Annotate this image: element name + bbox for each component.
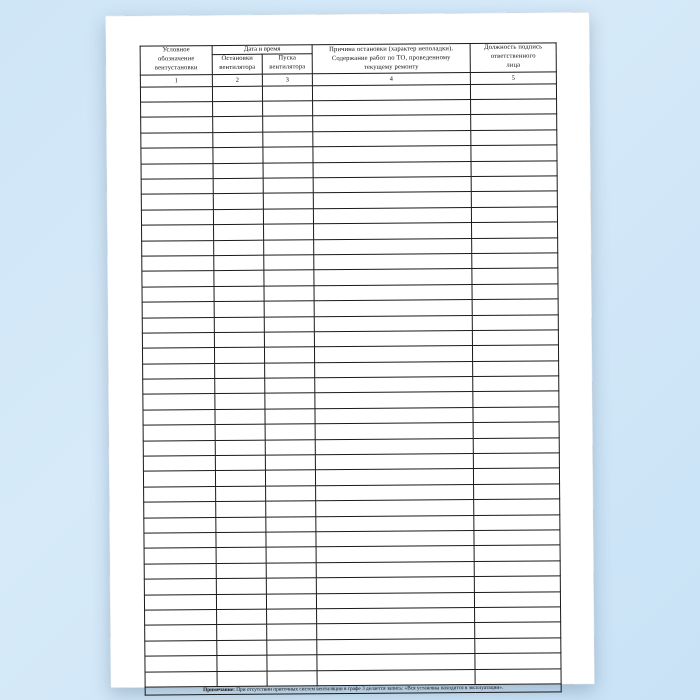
table-cell[interactable] — [475, 668, 561, 684]
sheet-content — [140, 42, 561, 694]
table-cell[interactable] — [471, 191, 557, 207]
table-cell[interactable] — [263, 193, 313, 209]
table-cell[interactable] — [263, 101, 313, 117]
table-cell[interactable] — [264, 239, 314, 255]
table-cell[interactable] — [471, 160, 557, 176]
header-cell-reason — [312, 44, 470, 74]
table-cell[interactable] — [142, 302, 214, 318]
table-cell[interactable] — [316, 531, 474, 548]
table-cell[interactable] — [315, 392, 473, 409]
table-cell[interactable] — [215, 363, 265, 379]
table-cell[interactable] — [317, 638, 475, 655]
table-cell[interactable] — [264, 224, 314, 240]
table-cell[interactable] — [214, 301, 264, 317]
table-cell[interactable] — [141, 209, 213, 225]
table-cell[interactable] — [473, 407, 559, 423]
table-cell[interactable] — [216, 501, 266, 517]
table-cell[interactable] — [145, 671, 217, 687]
table-cell[interactable] — [266, 516, 316, 532]
table-cell[interactable] — [215, 378, 265, 394]
table-cell[interactable] — [213, 117, 263, 133]
header-line: Пуска — [278, 54, 297, 62]
header-line: вентилятора — [219, 63, 256, 72]
table-cell[interactable] — [143, 379, 215, 395]
header-line: обозначение — [157, 55, 195, 63]
table-cell[interactable] — [263, 132, 313, 148]
table-cell[interactable] — [473, 468, 559, 484]
column-number: 1 — [140, 74, 212, 87]
table-cell[interactable] — [142, 271, 214, 287]
table-cell[interactable] — [266, 501, 316, 517]
table-cell[interactable] — [474, 499, 560, 515]
header-cell-designation — [140, 46, 212, 75]
table-cell[interactable] — [471, 145, 557, 161]
table-cell[interactable] — [473, 361, 559, 377]
table-cell[interactable] — [213, 163, 263, 179]
header-cell-stop — [212, 54, 262, 75]
header-line: лица — [506, 61, 521, 70]
table-cell[interactable] — [316, 592, 474, 609]
table-cell[interactable] — [212, 86, 262, 102]
table-cell[interactable] — [266, 547, 316, 563]
table-cell[interactable] — [263, 162, 313, 178]
table-cell[interactable] — [474, 484, 560, 500]
table-cell[interactable] — [313, 100, 471, 117]
table-cell[interactable] — [471, 99, 557, 115]
table-cell[interactable] — [314, 238, 472, 255]
table-cell[interactable] — [314, 300, 472, 317]
table-cell[interactable] — [264, 255, 314, 271]
table-cell[interactable] — [144, 594, 216, 610]
footnote-label: Примечание: — [203, 686, 235, 694]
table-cell[interactable] — [214, 347, 264, 363]
table-cell[interactable] — [472, 284, 558, 300]
table-cell[interactable] — [473, 391, 559, 407]
table-cell[interactable] — [266, 486, 316, 502]
table-cell[interactable] — [216, 578, 266, 594]
table-cell[interactable] — [143, 363, 215, 379]
table-cell[interactable] — [316, 500, 474, 517]
header-line: Условное — [162, 46, 190, 54]
table-cell[interactable] — [264, 301, 314, 317]
table-cell[interactable] — [263, 209, 313, 225]
table-cell[interactable] — [143, 394, 215, 410]
table-cell[interactable] — [263, 178, 313, 194]
table-cell[interactable] — [213, 132, 263, 148]
table-cell[interactable] — [314, 223, 472, 240]
table-cell[interactable] — [145, 625, 217, 641]
table-cell[interactable] — [144, 486, 216, 502]
table-cell[interactable] — [142, 348, 214, 364]
table-cell[interactable] — [267, 655, 317, 671]
table-cell[interactable] — [265, 455, 315, 471]
table-cell[interactable] — [313, 207, 471, 224]
table-cell[interactable] — [470, 84, 556, 100]
table-cell[interactable] — [266, 578, 316, 594]
table-header-row-1 — [140, 43, 556, 55]
table-cell[interactable] — [143, 425, 215, 441]
table-cell[interactable] — [313, 177, 471, 194]
table-cell[interactable] — [317, 654, 475, 671]
table-cell[interactable] — [265, 378, 315, 394]
table-cell[interactable] — [265, 393, 315, 409]
table-cell[interactable] — [475, 607, 561, 623]
header-line: Должность подпись — [483, 43, 543, 52]
table-cell[interactable] — [144, 548, 216, 564]
table-cell[interactable] — [213, 194, 263, 210]
table-cell[interactable] — [217, 655, 267, 671]
table-cell[interactable] — [141, 132, 213, 148]
table-cell[interactable] — [215, 424, 265, 440]
table-cell[interactable] — [313, 130, 471, 147]
table-cell[interactable] — [313, 115, 471, 132]
table-cell[interactable] — [314, 330, 472, 347]
table-cell[interactable] — [217, 640, 267, 656]
table-cell[interactable] — [316, 577, 474, 594]
table-cell[interactable] — [143, 456, 215, 472]
table-cell[interactable] — [315, 361, 473, 378]
table-cell[interactable] — [142, 256, 214, 272]
table-cell[interactable] — [316, 484, 474, 501]
table-cell[interactable] — [317, 669, 475, 686]
journal-table — [140, 42, 562, 695]
table-cell[interactable] — [264, 270, 314, 286]
table-cell[interactable] — [142, 240, 214, 256]
table-cell[interactable] — [265, 424, 315, 440]
table-cell[interactable] — [214, 224, 264, 240]
table-cell[interactable] — [314, 284, 472, 301]
table-cell[interactable] — [216, 532, 266, 548]
table-cell[interactable] — [473, 422, 559, 438]
table-cell[interactable] — [216, 563, 266, 579]
table-cell[interactable] — [144, 533, 216, 549]
table-cell[interactable] — [313, 161, 471, 178]
table-cell[interactable] — [217, 624, 267, 640]
table-cell[interactable] — [314, 269, 472, 286]
table-cell[interactable] — [315, 423, 473, 440]
table-cell[interactable] — [144, 563, 216, 579]
table-cell[interactable] — [265, 362, 315, 378]
header-line: вентилятора — [269, 63, 306, 71]
table-cell[interactable] — [471, 176, 557, 192]
table-cell[interactable] — [474, 545, 560, 561]
table-cell[interactable] — [215, 440, 265, 456]
footnote-text: При отсутствии приточных систем вентиляции в графе 3 делается запись: «Вся установка находится в эксплуатации». — [234, 684, 504, 693]
table-cell[interactable] — [475, 653, 561, 669]
header-line: текущему ремонту — [363, 63, 419, 72]
table-cell[interactable] — [262, 85, 312, 101]
table-cell[interactable] — [266, 593, 316, 609]
table-cell[interactable] — [141, 102, 213, 118]
table-cell[interactable] — [217, 609, 267, 625]
table-cell[interactable] — [266, 563, 316, 579]
table-cell[interactable] — [265, 439, 315, 455]
column-number: 5 — [470, 72, 556, 85]
paper-sheet — [105, 12, 594, 694]
table-cell[interactable] — [265, 409, 315, 425]
table-cell[interactable] — [314, 346, 472, 363]
table-cell[interactable] — [472, 222, 558, 238]
header-cell-start — [262, 53, 312, 74]
table-cell[interactable] — [214, 332, 264, 348]
table-cell[interactable] — [215, 394, 265, 410]
table-cell[interactable] — [214, 240, 264, 256]
table-cell[interactable] — [213, 147, 263, 163]
column-number: 4 — [312, 72, 470, 85]
table-cell[interactable] — [214, 286, 264, 302]
table-cell[interactable] — [216, 594, 266, 610]
table-cell[interactable] — [315, 454, 473, 471]
table-cell[interactable] — [315, 377, 473, 394]
table-cell[interactable] — [471, 114, 557, 130]
table-cell[interactable] — [216, 548, 266, 564]
column-number: 2 — [212, 74, 262, 86]
table-cell[interactable] — [143, 409, 215, 425]
header-line: Остановки — [221, 54, 253, 63]
table-cell[interactable] — [267, 670, 317, 686]
table-cell[interactable] — [317, 623, 475, 640]
header-line: ответственного — [490, 52, 536, 61]
table-cell[interactable] — [317, 607, 475, 624]
table-cell[interactable] — [475, 622, 561, 638]
table-cell[interactable] — [141, 148, 213, 164]
table-cell[interactable] — [474, 561, 560, 577]
table-cell[interactable] — [474, 530, 560, 546]
table-cell[interactable] — [472, 268, 558, 284]
table-cell[interactable] — [215, 409, 265, 425]
table-cell[interactable] — [472, 253, 558, 269]
table-cell[interactable] — [215, 471, 265, 487]
table-cell[interactable] — [216, 517, 266, 533]
table-cell[interactable] — [471, 130, 557, 146]
table-cell[interactable] — [144, 517, 216, 533]
table-cell[interactable] — [473, 453, 559, 469]
table-cell[interactable] — [264, 316, 314, 332]
table-cell[interactable] — [472, 314, 558, 330]
table-cell[interactable] — [214, 271, 264, 287]
header-line: Причина остановки (характер неполадки). — [329, 45, 454, 54]
table-cell[interactable] — [471, 207, 557, 223]
table-cell[interactable] — [144, 502, 216, 518]
table-cell[interactable] — [142, 286, 214, 302]
table-cell[interactable] — [143, 440, 215, 456]
table-cell[interactable] — [267, 609, 317, 625]
table-cell[interactable] — [474, 514, 560, 530]
table-cell[interactable] — [214, 255, 264, 271]
table-cell[interactable] — [145, 609, 217, 625]
table-cell[interactable] — [316, 515, 474, 532]
table-cell[interactable] — [142, 317, 214, 333]
table-cell[interactable] — [264, 286, 314, 302]
table-cell[interactable] — [315, 438, 473, 455]
table-cell[interactable] — [264, 332, 314, 348]
table-cell[interactable] — [313, 146, 471, 163]
table-cell[interactable] — [473, 376, 559, 392]
header-cell-responsible — [470, 43, 556, 72]
table-cell[interactable] — [214, 317, 264, 333]
table-cell[interactable] — [472, 299, 558, 315]
header-line: Содержание работ по ТО, проведенному — [331, 54, 451, 63]
column-number: 3 — [262, 73, 312, 85]
table-cell[interactable] — [217, 671, 267, 687]
table-cell[interactable] — [216, 486, 266, 502]
header-line: вентустановки — [154, 64, 198, 72]
table-cell[interactable] — [264, 347, 314, 363]
table-cell[interactable] — [315, 407, 473, 424]
table-cell[interactable] — [213, 178, 263, 194]
table-cell[interactable] — [473, 438, 559, 454]
table-cell[interactable] — [266, 532, 316, 548]
table-cell[interactable] — [267, 624, 317, 640]
table-cell[interactable] — [215, 455, 265, 471]
table-cell[interactable] — [213, 101, 263, 117]
table-cell[interactable] — [313, 192, 471, 209]
table-cell[interactable] — [141, 179, 213, 195]
header-cell-date-time: Дата и время — [212, 45, 312, 54]
table-cell[interactable] — [475, 638, 561, 654]
table-cell[interactable] — [142, 332, 214, 348]
table-cell[interactable] — [267, 639, 317, 655]
table-cell[interactable] — [472, 330, 558, 346]
table-cell[interactable] — [141, 194, 213, 210]
table-cell[interactable] — [144, 579, 216, 595]
table-cell[interactable] — [472, 237, 558, 253]
table-cell[interactable] — [140, 86, 212, 102]
table-cell[interactable] — [474, 591, 560, 607]
table-cell[interactable] — [265, 470, 315, 486]
table-cell[interactable] — [472, 345, 558, 361]
table-cell[interactable] — [263, 147, 313, 163]
table-cell[interactable] — [213, 209, 263, 225]
table-cell[interactable] — [316, 561, 474, 578]
table-cell[interactable] — [145, 656, 217, 672]
table-cell[interactable] — [312, 84, 470, 101]
table-cell[interactable] — [474, 576, 560, 592]
table-cell[interactable] — [143, 471, 215, 487]
table-cell[interactable] — [314, 315, 472, 332]
table-cell[interactable] — [141, 163, 213, 179]
table-cell[interactable] — [315, 469, 473, 486]
table-cell[interactable] — [316, 546, 474, 563]
table-cell[interactable] — [263, 116, 313, 132]
table-cell[interactable] — [145, 640, 217, 656]
table-cell[interactable] — [142, 225, 214, 241]
table-cell[interactable] — [314, 253, 472, 270]
table-cell[interactable] — [141, 117, 213, 133]
